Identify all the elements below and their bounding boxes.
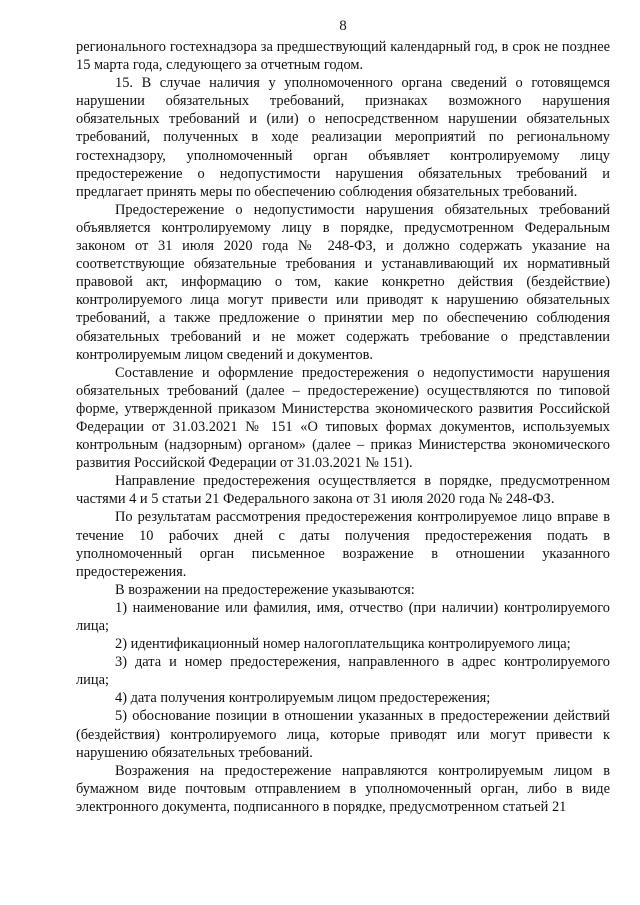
document-body — [76, 38, 610, 816]
list-item-1: 1) наименование или фамилия, имя, отчество (при наличии) контролируемого лица; — [76, 599, 610, 634]
paragraph-objection-submission: Возражения на предостережение направляются контролируемым лицом в бумажном виде почтовым отправлением в уполномоченный орган, либо в виде электронного документа, подписанного в порядке, предусмотренном статьей 21 — [76, 762, 610, 815]
paragraph-warning-form: Составление и оформление предостережения о недопустимости нарушения обязательных требований (далее – предостережение) осуществляются по типовой форме, утвержденной приказом Министерства экономического развития Российской Федерации от 31.03.2021 № 151 «О типовых формах документов, используемых контрольным (надзорным) органом» (далее – приказ Министерства экономического развития Российской Федерации от 31.03.2021 № 151). — [76, 364, 610, 472]
list-item-5: 5) обоснование позиции в отношении указанных в предостережении действий (бездействия) контролируемого лица, которые приводят или могут привести к нарушению обязательных требований. — [76, 708, 610, 761]
paragraph-warning-delivery: Направление предостережения осуществляется в порядке, предусмотренном частями 4 и 5 статьи 21 Федерального закона от 31 июля 2020 года № 248-ФЗ. — [76, 473, 610, 508]
paragraph-objection-contents-intro: В возражении на предостережение указываются: — [115, 581, 415, 598]
list-item-2: 2) идентификационный номер налогоплательщика контролируемого лица; — [115, 636, 571, 653]
paragraph-objection-right: По результатам рассмотрения предостережения контролируемое лицо вправе в течение 10 рабочих дней с даты получения предостережения подать в уполномоченный орган письменное возражение в отношении указанного предостережения. — [76, 509, 610, 580]
page-number: 8 — [339, 18, 347, 34]
list-item-4: 4) дата получения контролируемым лицом предостережения; — [115, 690, 491, 707]
paragraph-continuation: регионального гостехнадзора за предшествующий календарный год, в срок не позднее 15 марта года, следующего за отчетным годом. — [76, 39, 610, 74]
paragraph-warning-announcement: Предостережение о недопустимости нарушения обязательных требований объявляется контролируемому лицу в порядке, предусмотренном Федеральным законом от 31 июля 2020 года № 248-ФЗ, и должно содержать указание на соответствующие обязательные требования и устанавливающий их нормативный правовой акт, информацию о том, какие конкретно действия (бездействие) контролируемого лица могут привести или приводят к нарушению обязательных требований, а также предложение о принятии мер по обеспечению соблюдения обязательных требований и не может содержать требование о представлении контролируемым лицом сведений и документов. — [76, 201, 610, 363]
paragraph-item-15: 15. В случае наличия у уполномоченного органа сведений о готовящемся нарушении обязательных требований, признаках возможного нарушения обязательных требований и (или) о непосредственном нарушении обязательных требований, полученных в ходе реализации мероприятий по региональному гостехнадзору, уполномоченный орган объявляет контролируемому лицу предостережение о недопустимости нарушения обязательных требований и предлагает принять меры по обеспечению соблюдения обязательных требований. — [76, 75, 610, 200]
list-item-3: 3) дата и номер предостережения, направленного в адрес контролируемого лица; — [76, 654, 610, 689]
